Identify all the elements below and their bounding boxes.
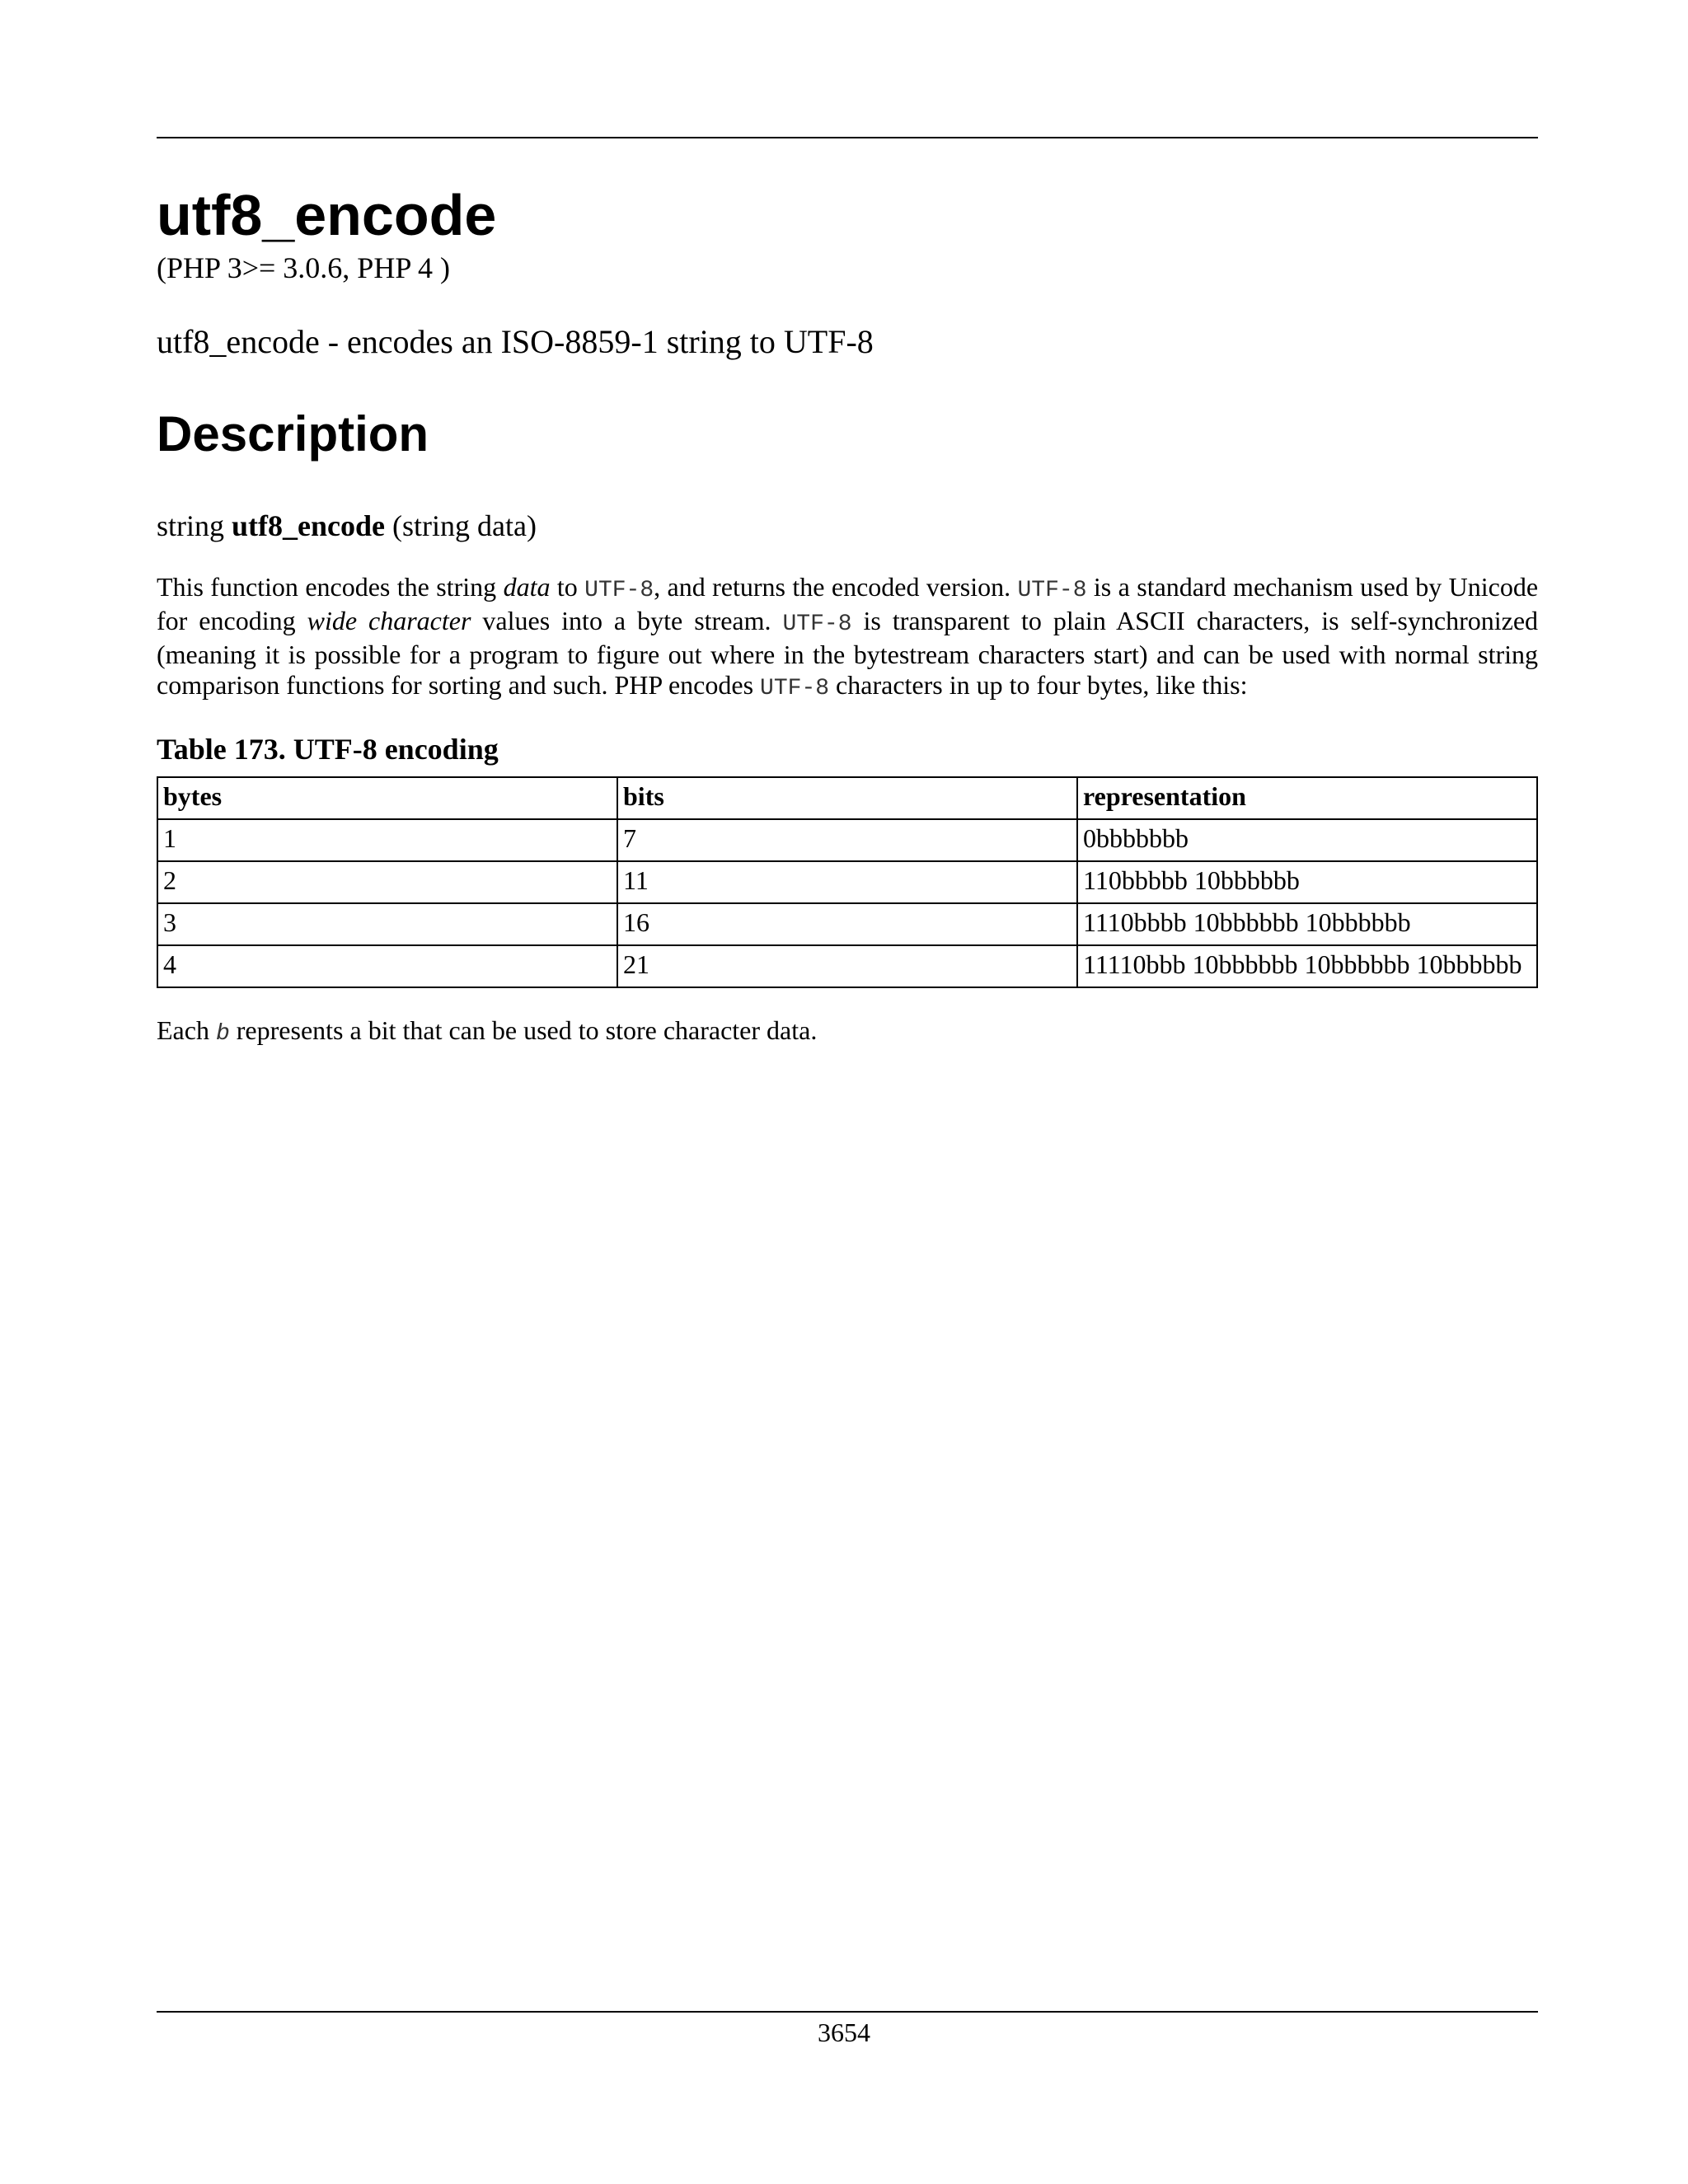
synopsis-return-type: string	[157, 509, 225, 543]
page-number: 3654	[818, 2018, 870, 2047]
table-caption: Table 173. UTF-8 encoding	[157, 733, 499, 766]
table-row	[157, 819, 1537, 861]
parameter-name: data	[503, 572, 551, 602]
description-text: to	[550, 572, 585, 602]
description-text: is a standard mechanism used by Unicode for encoding	[157, 572, 1539, 636]
description-text: values into a byte stream.	[471, 606, 783, 636]
cell-bytes: 4	[157, 945, 617, 987]
description-paragraph	[157, 572, 1538, 704]
synopsis-function-name: utf8_encode	[232, 509, 385, 543]
version-info: (PHP 3>= 3.0.6, PHP 4 )	[157, 251, 450, 284]
cell-bytes: 2	[157, 861, 617, 903]
cell-representation: 0bbbbbbb	[1077, 819, 1537, 861]
description-text: characters in up to four bytes, like this:	[829, 670, 1248, 701]
function-purpose: utf8_encode - encodes an ISO-8859-1 string to UTF-8	[157, 323, 874, 361]
description-text: is transparent to plain ASCII characters, is self-synchronized (meaning it is possible for a program to figure out where in the bytestream characters start) and can be used with normal string comparison functions for sorting and such. PHP encodes	[157, 606, 1539, 701]
table-row	[157, 861, 1537, 903]
utf8-encoding-table	[157, 776, 1538, 988]
bit-note	[157, 1015, 1538, 1048]
header-rule	[157, 137, 1538, 138]
table-row	[157, 903, 1537, 945]
column-header-bits: bits	[617, 777, 1077, 819]
description-text: , and returns the encoded version.	[654, 572, 1018, 602]
cell-bits: 21	[617, 945, 1077, 987]
note-text: Each	[157, 1015, 216, 1045]
code-literal: UTF-8	[1017, 578, 1087, 604]
cell-representation: 11110bbb 10bbbbbb 10bbbbbb 10bbbbbb	[1077, 945, 1537, 987]
cell-bytes: 1	[157, 819, 617, 861]
column-header-bytes: bytes	[157, 777, 617, 819]
description-text: This function encodes the string	[157, 572, 504, 602]
description-heading: Description	[157, 406, 429, 462]
cell-representation: 110bbbbb 10bbbbbb	[1077, 861, 1537, 903]
cell-bytes: 3	[157, 903, 617, 945]
function-title: utf8_encode	[157, 183, 497, 247]
cell-representation: 1110bbbb 10bbbbbb 10bbbbbb	[1077, 903, 1537, 945]
function-synopsis	[157, 509, 1538, 544]
table-row	[157, 945, 1537, 987]
cell-bits: 16	[617, 903, 1077, 945]
term-emphasis: wide character	[307, 606, 471, 636]
page-content	[157, 183, 1539, 1047]
code-literal: UTF-8	[782, 612, 852, 638]
column-header-representation: representation	[1077, 777, 1537, 819]
table-header-row	[157, 777, 1537, 819]
cell-bits: 11	[617, 861, 1077, 903]
footer-rule	[157, 2011, 1538, 2013]
note-text: represents a bit that can be used to store character data.	[229, 1015, 818, 1045]
code-literal: b	[215, 1020, 230, 1047]
cell-bits: 7	[617, 819, 1077, 861]
synopsis-params: (string data)	[392, 509, 537, 543]
code-literal: UTF-8	[760, 676, 830, 702]
code-literal: UTF-8	[584, 578, 654, 604]
